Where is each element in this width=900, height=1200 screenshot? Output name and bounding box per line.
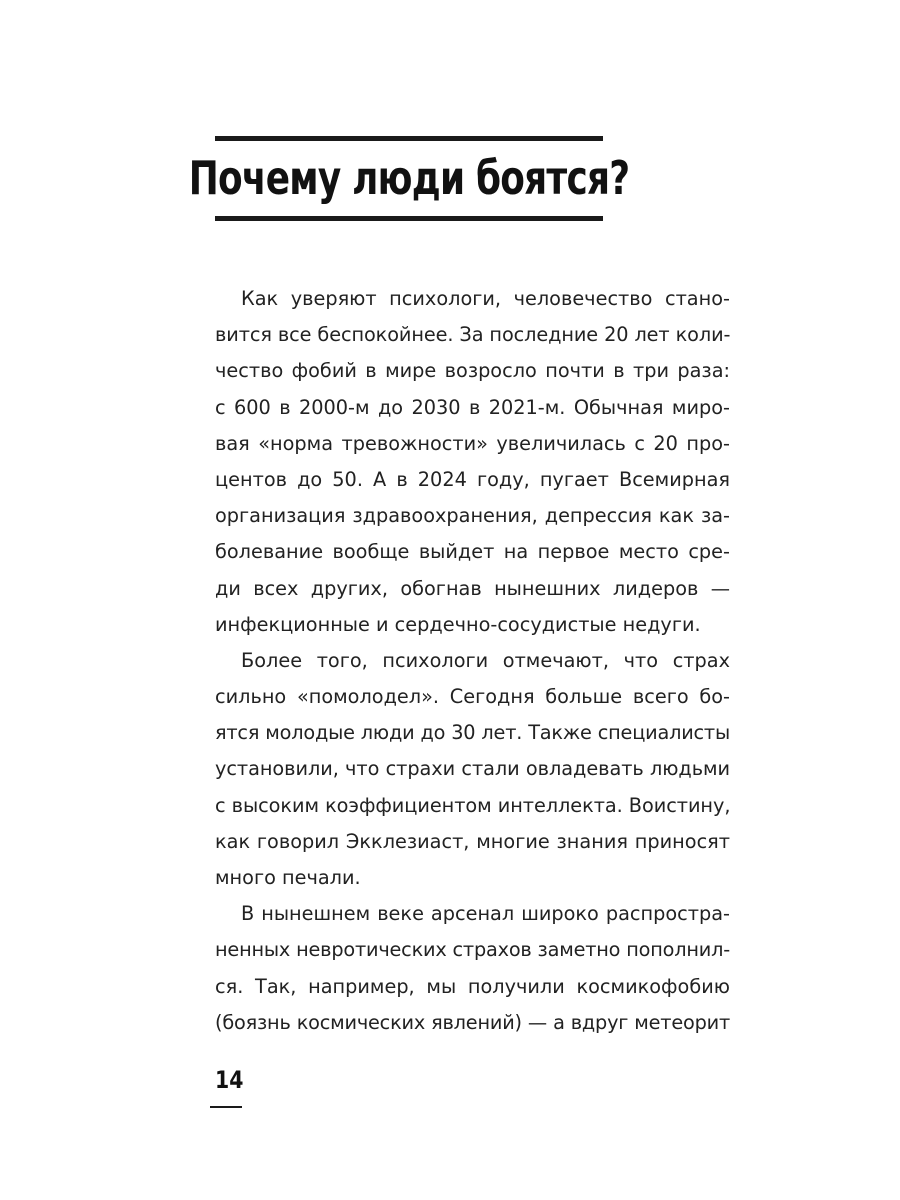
- text-line: с высоким коэффициентом интеллекта. Воистину,: [215, 793, 731, 817]
- body-text: [215, 281, 730, 1041]
- text-line: ненных невротических страхов заметно пополнил-: [215, 938, 730, 962]
- text-line: установили, что страхи стали овладевать людьми: [215, 757, 730, 781]
- text-line: ятся молодые люди до 30 лет. Также специалисты: [215, 721, 730, 745]
- chapter-title: Почему люди боятся?: [188, 151, 630, 205]
- text-line: В нынешнем веке арсенал широко распростра-: [241, 902, 730, 926]
- text-line: много печали.: [215, 866, 361, 889]
- text-line: центов до 50. А в 2024 году, пугает Всемирная: [215, 467, 730, 491]
- paragraph-1: [215, 281, 730, 643]
- title-bottom-rule: [215, 216, 603, 221]
- text-line: организация здравоохранения, депрессия как за-: [215, 504, 730, 528]
- paragraph-3: [215, 896, 730, 1041]
- text-line: Более того, психологи отмечают, что страх: [241, 648, 730, 672]
- text-line: Как уверяют психологи, человечество стано-: [241, 287, 730, 310]
- page-number-rule: [210, 1106, 242, 1108]
- text-line: сильно «помолодел». Сегодня больше всего бо-: [215, 685, 730, 709]
- page-number: 14: [215, 1066, 244, 1094]
- paragraph-2: [215, 643, 730, 896]
- text-line: болевание вообще выйдет на первое место сре-: [215, 540, 730, 564]
- text-line: ди всех других, обогнав нынешних лидеров —: [215, 576, 730, 600]
- text-line: вится все беспокойнее. За последние 20 лет коли-: [215, 323, 731, 347]
- text-line: вая «норма тревожности» увеличилась с 20 про-: [215, 431, 730, 455]
- text-line: чество фобий в мире возросло почти в три раза:: [215, 359, 730, 383]
- text-line: как говорил Экклезиаст, многие знания приносят: [215, 829, 730, 853]
- text-line: (боязнь космических явлений) — а вдруг метеорит: [215, 1010, 730, 1034]
- text-line: инфекционные и сердечно-сосудистые недуги.: [215, 612, 701, 636]
- text-line: ся. Так, например, мы получили космикофобию: [215, 974, 730, 998]
- text-line: с 600 в 2000-м до 2030 в 2021-м. Обычная миро-: [215, 395, 730, 419]
